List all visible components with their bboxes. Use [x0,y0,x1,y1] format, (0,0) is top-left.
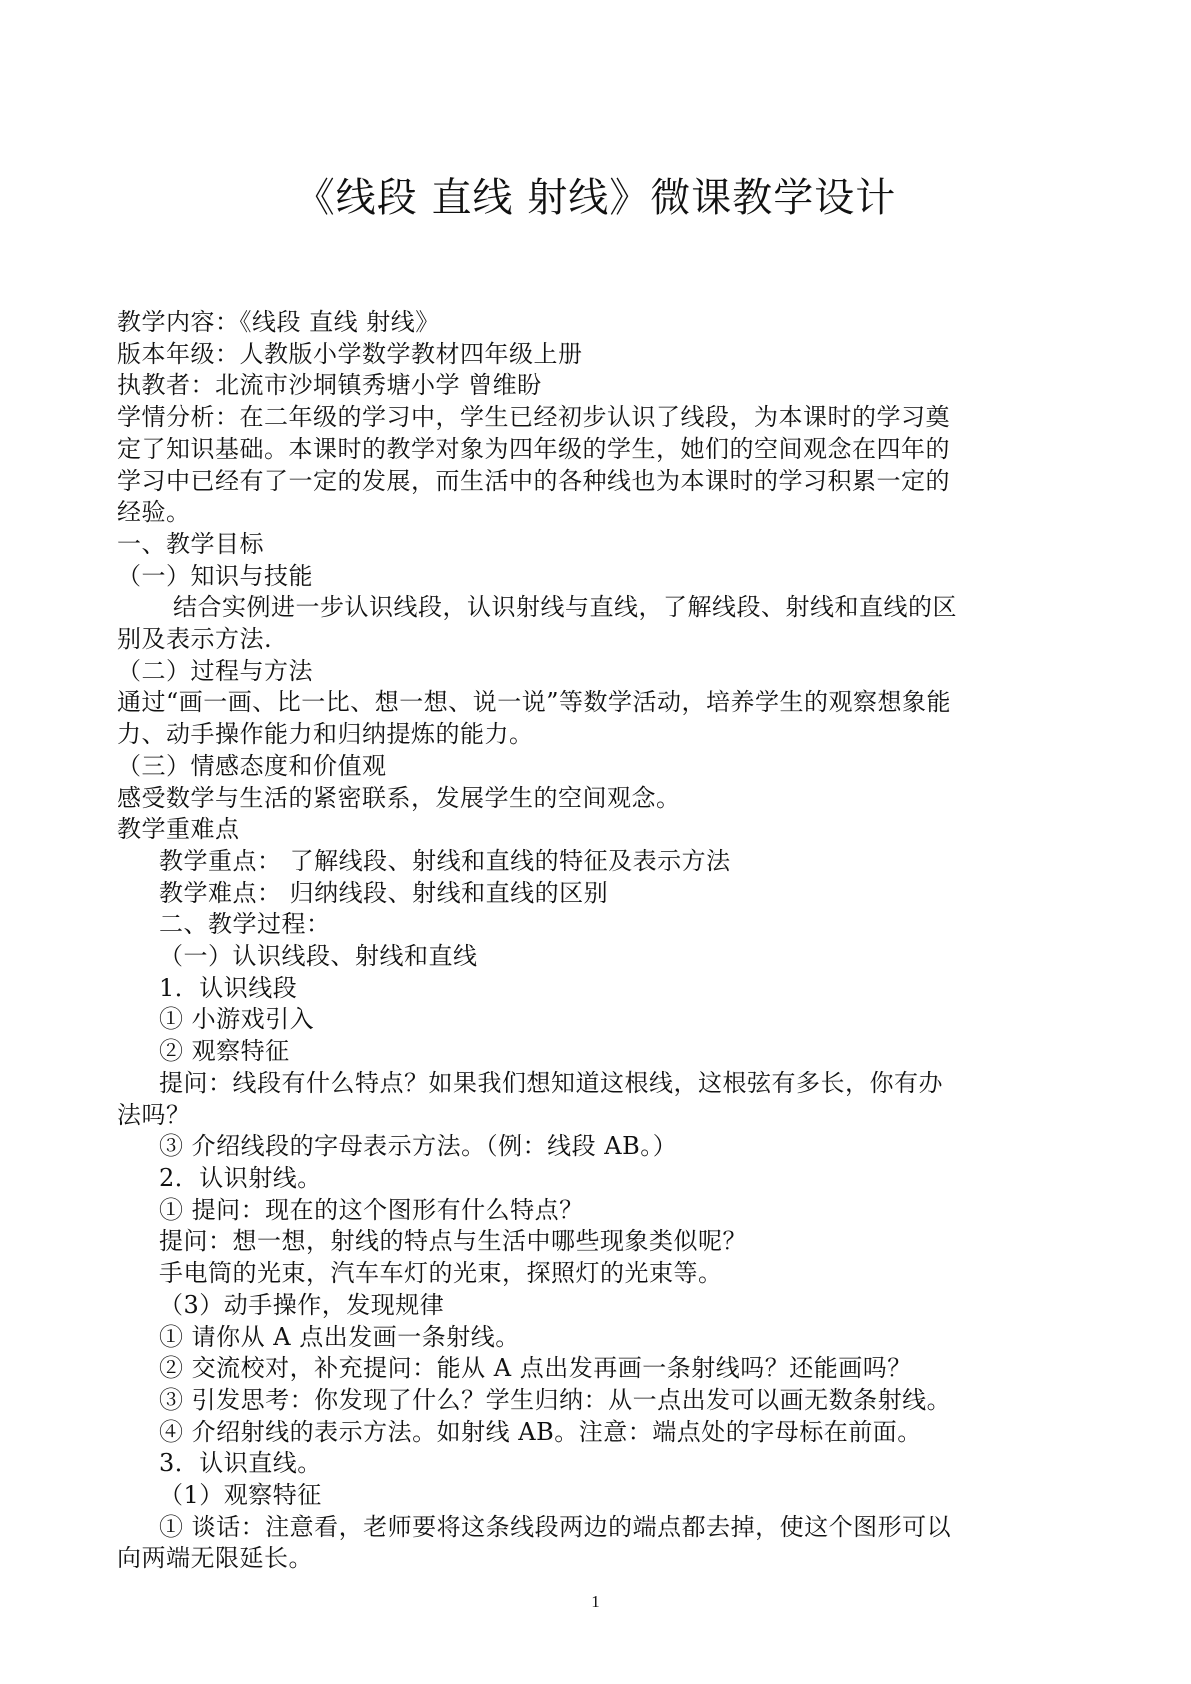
text-line: （3）动手操作，发现规律 [159,1290,445,1319]
text-line: 定了知识基础。本课时的教学对象为四年级的学生，她们的空间观念在四年的 [117,434,950,463]
text-line: 3．认识直线。 [159,1449,322,1478]
text-line: 学情分析：在二年级的学习中，学生已经初步认识了线段，为本课时的学习奠 [117,403,950,432]
text-line: 手电筒的光束，汽车车灯的光束，探照灯的光束等。 [159,1259,723,1288]
text-line: ③ 介绍线段的字母表示方法。（例：线段 AB。） [159,1132,678,1161]
text-line: 教学重点： 了解线段、射线和直线的特征及表示方法 [159,846,731,875]
section-heading: 二、教学过程： [159,910,331,939]
subsection-heading: （二）过程与方法 [117,656,313,685]
text-line: 别及表示方法. [117,625,273,654]
text-line: 1．认识线段 [159,973,298,1002]
text-line: ① 提问：现在的这个图形有什么特点？ [159,1195,584,1224]
text-line: ① 小游戏引入 [159,1005,315,1034]
document-body [117,307,1082,1575]
text-line: ② 交流校对，补充提问：能从 A 点出发再画一条射线吗？还能画吗？ [159,1354,912,1383]
text-line: ③ 引发思考：你发现了什么？学生归纳：从一点出发可以画无数条射线。 [159,1385,952,1414]
text-line: ① 谈话：注意看，老师要将这条线段两边的端点都去掉，使这个图形可以 [159,1512,952,1541]
text-line: 教学内容：《线段 直线 射线》 [117,308,440,336]
text-line: 向两端无限延长。 [117,1544,313,1573]
text-line: ① 请你从 A 点出发画一条射线。 [159,1322,520,1351]
section-heading: 教学重难点 [117,815,240,844]
page-number: 1 [591,1592,600,1611]
text-line: 提问：想一想，射线的特点与生活中哪些现象类似呢？ [159,1227,747,1256]
text-line: ④ 介绍射线的表示方法。如射线 AB。注意：端点处的字母标在前面。 [159,1417,922,1446]
text-line: 感受数学与生活的紧密联系，发展学生的空间观念。 [117,783,681,812]
text-line: 2．认识射线。 [159,1163,322,1192]
subsection-heading: （一）知识与技能 [117,561,313,590]
text-line: 执教者：北流市沙垌镇秀塘小学 曾维盼 [117,371,542,400]
text-line: ② 观察特征 [159,1037,290,1066]
subsection-heading: （一）认识线段、射线和直线 [159,942,478,971]
text-line: 学习中已经有了一定的发展，而生活中的各种线也为本课时的学习积累一定的 [117,466,950,495]
text-line: 提问：线段有什么特点？如果我们想知道这根线，这根弦有多长，你有办 [159,1068,943,1097]
text-line: 结合实例进一步认识线段，认识射线与直线，了解线段、射线和直线的区 [173,593,957,622]
section-heading: 一、教学目标 [117,529,264,558]
text-line: 教学难点： 归纳线段、射线和直线的区别 [159,878,609,907]
text-line: （1）观察特征 [159,1481,322,1510]
text-line: 法吗？ [117,1100,191,1129]
text-line: 通过“画一画、比一比、想一想、说一说”等数学活动，培养学生的观察想象能 [117,688,952,717]
text-line: 版本年级：人教版小学数学教材四年级上册 [117,339,583,368]
subsection-heading: （三）情感态度和价值观 [117,751,387,780]
text-line: 力、动手操作能力和归纳提炼的能力。 [117,720,534,749]
text-line: 经验。 [117,498,191,527]
document-title: 《线段 直线 射线》微课教学设计 [294,175,897,221]
